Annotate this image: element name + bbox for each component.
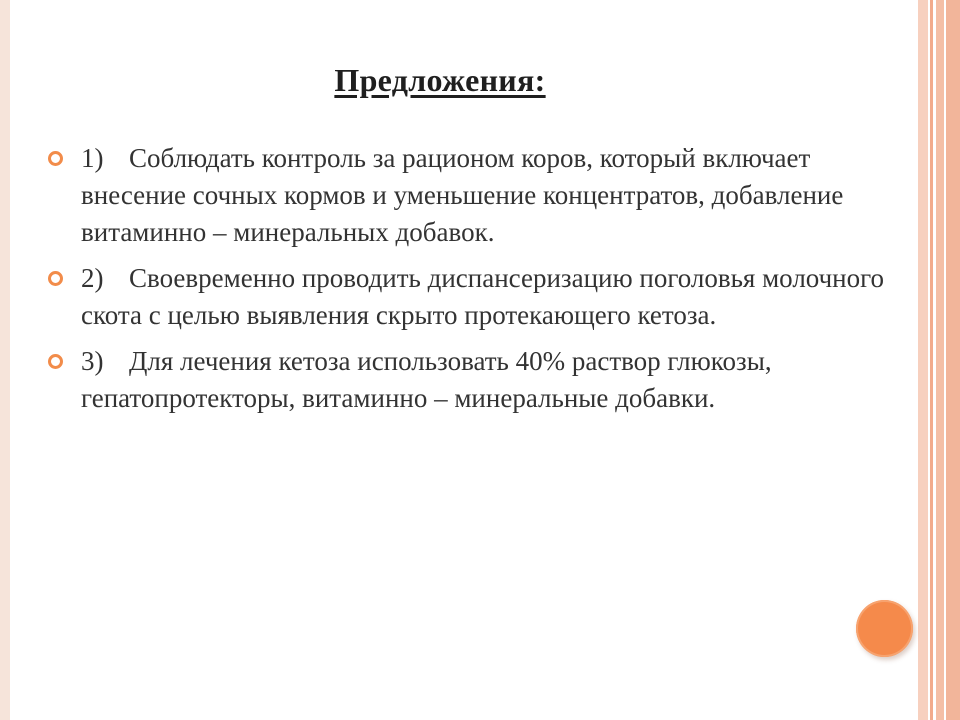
left-frame-border bbox=[0, 0, 10, 720]
list-item bbox=[48, 343, 888, 417]
list-item-text bbox=[81, 260, 888, 334]
item-body: Для лечения кетоза использовать 40% раствор глюкозы, гепатопротекторы, витаминно – минеральные добавки. bbox=[81, 346, 772, 413]
ring-bullet-icon bbox=[48, 354, 63, 369]
ring-bullet-icon bbox=[48, 271, 63, 286]
ring-bullet-icon bbox=[48, 151, 63, 166]
item-body: Соблюдать контроль за рационом коров, который включает внесение сочных кормов и уменьшение концентратов, добавление витаминно – минеральных добавок. bbox=[81, 143, 844, 247]
item-number: 1) bbox=[81, 143, 104, 173]
item-number: 3) bbox=[81, 346, 104, 376]
list-item bbox=[48, 260, 888, 334]
decorative-orange-circle bbox=[856, 600, 913, 657]
right-decorative-stripe bbox=[930, 0, 933, 720]
list-item bbox=[48, 140, 888, 251]
right-decorative-stripe bbox=[936, 0, 944, 720]
list-item-text bbox=[81, 140, 888, 251]
right-decorative-stripe bbox=[946, 0, 960, 720]
item-body: Своевременно проводить диспансеризацию поголовья молочного скота с целью выявления скрыто протекающего кетоза. bbox=[81, 263, 885, 330]
bullet-list bbox=[48, 140, 888, 426]
right-decorative-stripe bbox=[918, 0, 928, 720]
slide-title: Предложения: bbox=[334, 62, 546, 98]
item-number: 2) bbox=[81, 263, 104, 293]
list-item-text bbox=[81, 343, 888, 417]
